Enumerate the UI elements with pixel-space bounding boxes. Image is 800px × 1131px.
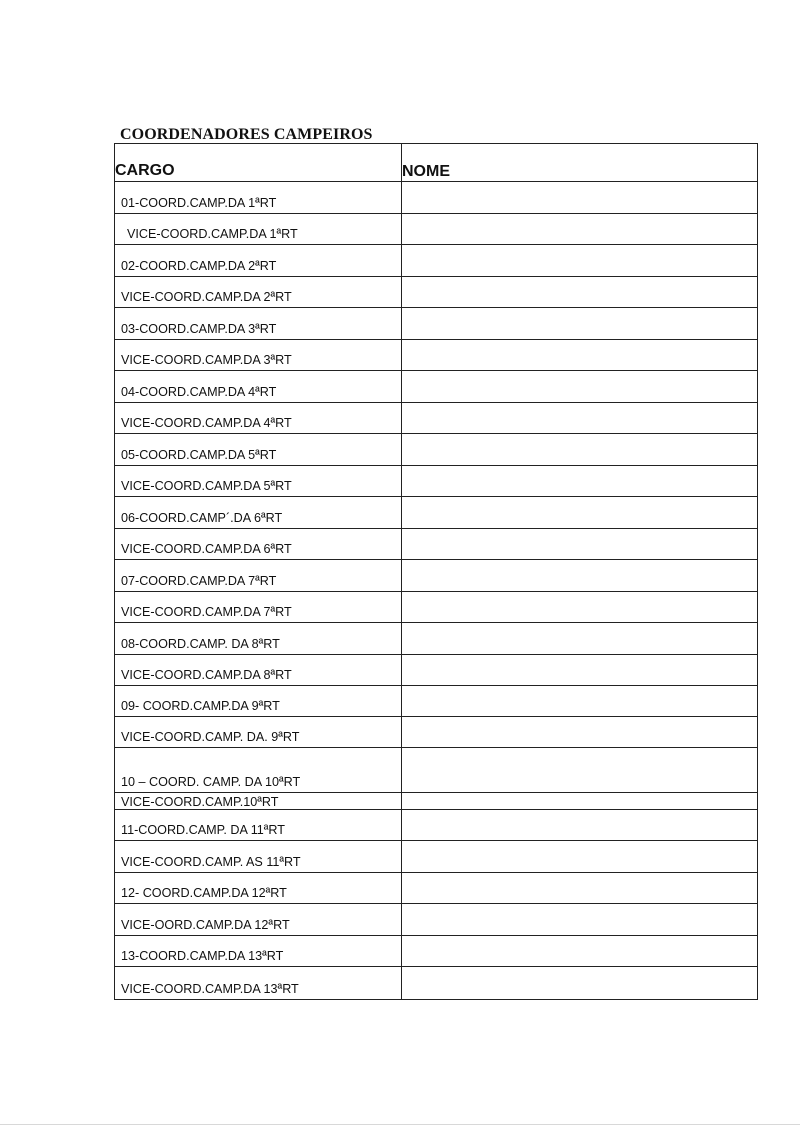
nome-input-cell[interactable]	[402, 967, 758, 1000]
cargo-cell: 02-COORD.CAMP.DA 2ªRT	[115, 245, 402, 277]
nome-input-cell[interactable]	[402, 810, 758, 841]
table-row	[115, 497, 758, 529]
cargo-cell: VICE-COORD.CAMP.10ªRT	[115, 793, 402, 810]
cargo-cell: VICE-COORD.CAMP.DA 13ªRT	[115, 967, 402, 1000]
cargo-cell: 12- COORD.CAMP.DA 12ªRT	[115, 873, 402, 904]
table-row	[115, 340, 758, 371]
nome-input-cell[interactable]	[402, 793, 758, 810]
nome-input-cell[interactable]	[402, 434, 758, 466]
nome-input-cell[interactable]	[402, 308, 758, 340]
cargo-cell: VICE-COORD.CAMP.DA 2ªRT	[115, 277, 402, 308]
table-row	[115, 529, 758, 560]
table-row	[115, 434, 758, 466]
cargo-cell: VICE-COORD.CAMP.DA 3ªRT	[115, 340, 402, 371]
nome-input-cell[interactable]	[402, 592, 758, 623]
table-row	[115, 277, 758, 308]
cargo-cell: 05-COORD.CAMP.DA 5ªRT	[115, 434, 402, 466]
table-row	[115, 403, 758, 434]
table-row	[115, 873, 758, 904]
nome-input-cell[interactable]	[402, 873, 758, 904]
cargo-cell: VICE-COORD.CAMP.DA 4ªRT	[115, 403, 402, 434]
table-row	[115, 967, 758, 1000]
table-row	[115, 655, 758, 686]
table-row	[115, 466, 758, 497]
table-row	[115, 748, 758, 793]
nome-input-cell[interactable]	[402, 904, 758, 936]
table-row	[115, 841, 758, 873]
cargo-cell: 10 – COORD. CAMP. DA 10ªRT	[115, 748, 402, 793]
table-row	[115, 592, 758, 623]
nome-input-cell[interactable]	[402, 403, 758, 434]
nome-input-cell[interactable]	[402, 717, 758, 748]
cargo-cell: 06-COORD.CAMP´.DA 6ªRT	[115, 497, 402, 529]
cargo-cell: 11-COORD.CAMP. DA 11ªRT	[115, 810, 402, 841]
cargo-cell: VICE-OORD.CAMP.DA 12ªRT	[115, 904, 402, 936]
table-row	[115, 245, 758, 277]
nome-input-cell[interactable]	[402, 841, 758, 873]
cargo-cell: VICE-COORD.CAMP.DA 7ªRT	[115, 592, 402, 623]
header-nome: NOME	[402, 144, 758, 182]
nome-input-cell[interactable]	[402, 748, 758, 793]
cargo-cell: VICE-COORD.CAMP.DA 8ªRT	[115, 655, 402, 686]
header-cargo-label: CARGO	[115, 162, 175, 179]
cargo-cell: VICE-COORD.CAMP.DA 1ªRT	[115, 214, 402, 245]
table-row	[115, 560, 758, 592]
cargo-cell: 01-COORD.CAMP.DA 1ªRT	[115, 182, 402, 214]
cargo-cell: 07-COORD.CAMP.DA 7ªRT	[115, 560, 402, 592]
nome-input-cell[interactable]	[402, 277, 758, 308]
nome-input-cell[interactable]	[402, 936, 758, 967]
cargo-cell: 08-COORD.CAMP. DA 8ªRT	[115, 623, 402, 655]
table-row	[115, 182, 758, 214]
nome-input-cell[interactable]	[402, 497, 758, 529]
table-row	[115, 623, 758, 655]
nome-input-cell[interactable]	[402, 655, 758, 686]
cargo-cell: 04-COORD.CAMP.DA 4ªRT	[115, 371, 402, 403]
cargo-cell: 09- COORD.CAMP.DA 9ªRT	[115, 686, 402, 717]
cargo-cell: VICE-COORD.CAMP. AS 11ªRT	[115, 841, 402, 873]
nome-input-cell[interactable]	[402, 623, 758, 655]
cargo-cell: VICE-COORD.CAMP.DA 6ªRT	[115, 529, 402, 560]
table-row	[115, 793, 758, 810]
nome-input-cell[interactable]	[402, 560, 758, 592]
table-row	[115, 686, 758, 717]
cargo-cell: VICE-COORD.CAMP. DA. 9ªRT	[115, 717, 402, 748]
nome-input-cell[interactable]	[402, 686, 758, 717]
cargo-cell: VICE-COORD.CAMP.DA 5ªRT	[115, 466, 402, 497]
nome-input-cell[interactable]	[402, 371, 758, 403]
table-row	[115, 308, 758, 340]
cargo-cell: 13-COORD.CAMP.DA 13ªRT	[115, 936, 402, 967]
table-row	[115, 936, 758, 967]
nome-input-cell[interactable]	[402, 529, 758, 560]
nome-input-cell[interactable]	[402, 245, 758, 277]
header-cargo	[115, 144, 402, 182]
table-row	[115, 717, 758, 748]
page-title: COORDENADORES CAMPEIROS	[120, 126, 373, 143]
nome-input-cell[interactable]	[402, 214, 758, 245]
table-row	[115, 371, 758, 403]
nome-input-cell[interactable]	[402, 182, 758, 214]
nome-input-cell[interactable]	[402, 340, 758, 371]
table-row	[115, 904, 758, 936]
table-body	[115, 182, 758, 1000]
coordinators-table	[114, 143, 758, 1000]
nome-input-cell[interactable]	[402, 466, 758, 497]
table-header-row	[115, 144, 758, 182]
scan-edge-line	[0, 1124, 800, 1125]
table-row	[115, 810, 758, 841]
table-row	[115, 214, 758, 245]
cargo-cell: 03-COORD.CAMP.DA 3ªRT	[115, 308, 402, 340]
